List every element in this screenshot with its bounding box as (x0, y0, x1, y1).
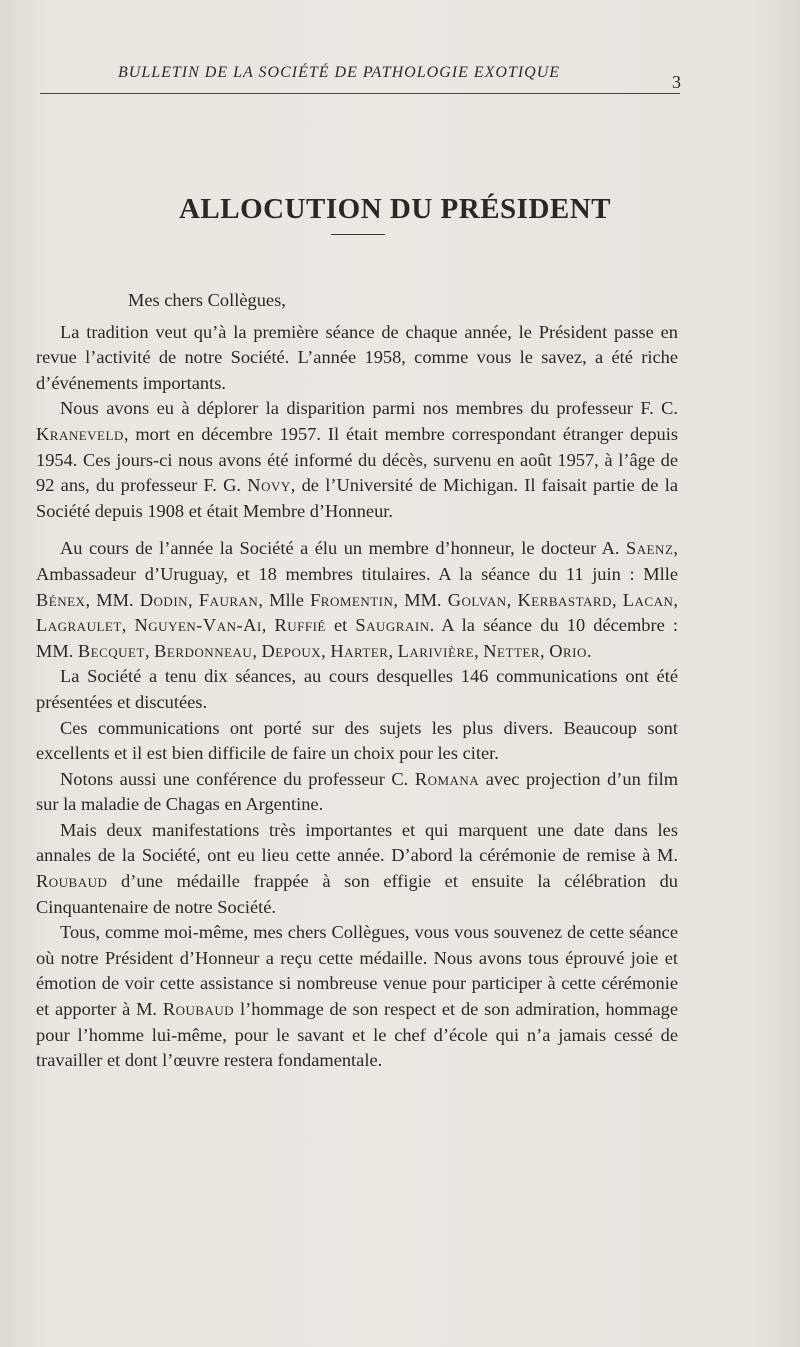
person-name: Golvan (447, 589, 507, 610)
paragraph-6 (36, 767, 678, 818)
text-span: , MM. (85, 589, 140, 610)
person-name: Orio (549, 640, 587, 661)
salutation: Mes chers Collègues, (128, 290, 286, 310)
paragraph-2 (36, 396, 678, 524)
text-span: , (252, 640, 262, 661)
text-span: , (540, 640, 550, 661)
person-name: Becquet (77, 640, 145, 661)
person-name: Fauran (198, 589, 259, 610)
person-name: Dodin (139, 589, 189, 610)
header-rule (40, 93, 680, 94)
person-name: Roubaud (162, 999, 235, 1020)
text-span: . (586, 640, 592, 661)
paragraph-3 (36, 536, 678, 664)
person-name: Fromentin (310, 589, 394, 610)
text-span: . A la séance du 10 décembre : MM. (36, 615, 678, 661)
paragraph-5: Ces communications ont porté sur des sujets les plus divers. Beaucoup sont excellents et il est bien difficile de faire un choix pour les citer. (36, 717, 678, 764)
running-header (40, 64, 680, 94)
text-span: , MM. (393, 589, 448, 610)
person-name: Saenz (626, 538, 674, 559)
text-span: Tous, comme moi-même, mes chers Collègues, vous vous souvenez de cette séance où notre Président d’Honneur a reçu cette médaille. Nous avons tous éprouvé joie et émotion de voir cette assistance si nombreuse venue pour participer à cette cérémonie et apporter à M. (36, 922, 678, 1020)
text-span: , (144, 640, 155, 661)
text-span: , de l’Université de Michigan. Il faisait partie de la Société depuis 1908 et était Membre d’Honneur. (36, 475, 678, 521)
text-span: et (325, 615, 356, 636)
text-span: , Ambassadeur d’Uruguay, et 18 membres titulaires. A la séance du 11 juin : Mlle (36, 538, 678, 584)
text-span: l’hommage de son respect et de son admiration, hommage pour l’homme lui-même, pour le savant et le chef d’école qui n’a jamais cessé de travailler et dont l’œuvre restera fondamentale. (36, 999, 679, 1071)
text-span: d’une médaille frappée à son effigie et ensuite la célébration du Cinquantenaire de notre Société. (36, 871, 678, 917)
text-span: , (611, 589, 623, 610)
person-name: Roubaud (36, 871, 108, 892)
person-name: Netter (483, 640, 540, 661)
person-name: Romana (414, 768, 480, 789)
text-span: , (388, 640, 398, 661)
person-name: Larivière (397, 640, 475, 661)
paragraph-7 (36, 818, 678, 920)
paragraph-1: La tradition veut qu’à la première séance de chaque année, le Président passe en revue l’activité de notre Société. L’année 1958, comme vous le savez, a été riche d’événements importants. (36, 321, 678, 393)
person-name: Ruffié (274, 615, 326, 636)
text-span: Mais deux manifestations très importantes et qui marquent une date dans les annales de la Société, ont eu lieu cette année. D’abord la cérémonie de remise à M. (36, 819, 678, 866)
person-name: Lagraulet (36, 615, 122, 636)
person-name: Bénex (36, 589, 86, 610)
person-name: Nguyen-Van-Ai (134, 615, 262, 636)
text-span: , Mlle (258, 589, 311, 610)
page-number: 3 (672, 72, 681, 92)
person-name: Depoux (261, 640, 322, 661)
text-span: , (506, 589, 518, 610)
text-span: , mort en décembre 1957. Il était membre correspondant étranger depuis 1954. Ces jours-ci nous avons été informé du décès, survenu en août 1957, à l’âge de 92 ans, du professeur F. G. (36, 423, 678, 496)
person-name: Saugrain (355, 615, 430, 636)
paragraph-8 (36, 920, 678, 1074)
article-body (36, 288, 678, 1074)
person-name: Kraneveld (36, 423, 124, 444)
text-span: , (474, 640, 484, 661)
text-span: , (321, 640, 331, 661)
person-name: Harter (330, 640, 389, 661)
text-span: avec projection d’un film sur la maladie de Chagas en Argentine. (36, 768, 678, 815)
text-span: , (121, 615, 135, 636)
person-name: Lacan (622, 589, 674, 610)
text-span: , (188, 589, 199, 610)
person-name: Novy (247, 475, 291, 496)
article-title: ALLOCUTION DU PRÉSIDENT (178, 193, 612, 226)
title-rule (331, 234, 385, 235)
text-span: Au cours de l’année la Société a élu un membre d’honneur, le docteur A. (60, 538, 626, 559)
text-span: , (261, 615, 275, 636)
person-name: Berdonneau (154, 640, 253, 661)
paragraph-4: La Société a tenu dix séances, au cours desquelles 146 communications ont été présentées et discutées. (36, 666, 678, 712)
text-span: Nous avons eu à déplorer la disparition parmi nos membres du professeur F. C. (60, 398, 678, 419)
text-span: , (673, 589, 678, 610)
person-name: Kerbastard (517, 589, 612, 610)
text-span: Notons aussi une conférence du professeur C. (60, 768, 415, 789)
journal-title: BULLETIN DE LA SOCIÉTÉ DE PATHOLOGIE EXOTIQUE (118, 64, 561, 81)
